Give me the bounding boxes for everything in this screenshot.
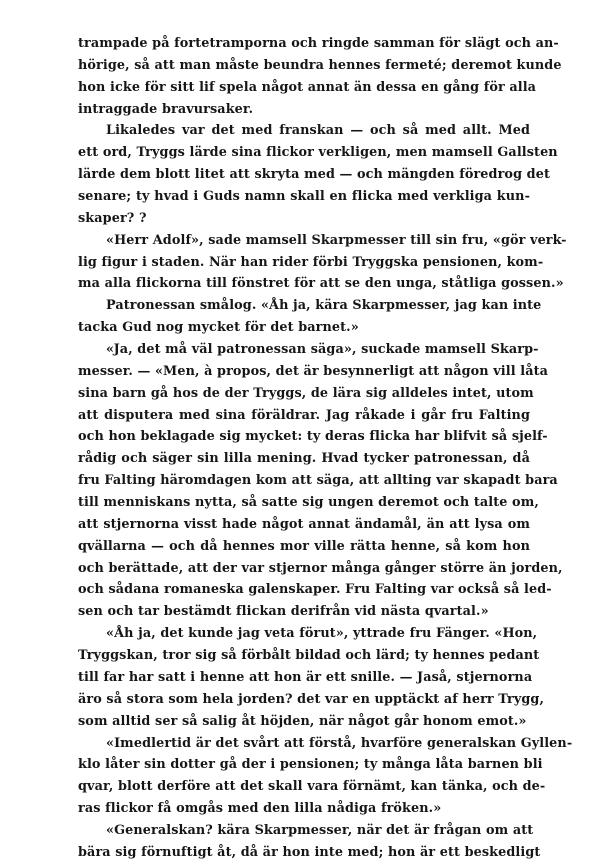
text-line: att stjernorna visst hade något annat ändamål, än att lysa om <box>78 516 530 532</box>
text-line: «Ja, det må väl patronessan säga», suckade mamsell Skarp- <box>106 342 539 358</box>
paragraph <box>78 230 567 296</box>
text-line: qvar, blott derföre att det skall vara förnämt, kan tänka, och de- <box>78 779 546 795</box>
text-line: skaper? ? <box>78 210 147 226</box>
text-line: Patronessan smålog. «Åh ja, kära Skarpmesser, jag kan inte <box>106 298 542 314</box>
body-text <box>78 33 573 864</box>
text-line: och hon beklagade sig mycket: ty deras flicka har blifvit så sjelf- <box>78 429 548 445</box>
paragraph <box>78 33 562 120</box>
text-line: och berättade, att der var stjernor många gånger större än jorden, <box>78 560 563 576</box>
text-line: hon icke för sitt lif spela något annat än dessa en gång för alla <box>78 79 537 95</box>
text-line: sen och tar bestämdt flickan derifrån vid nästa qvartal.» <box>78 604 489 620</box>
text-line: lig figur i staden. När han rider förbi Tryggska pensionen, kom- <box>78 254 544 270</box>
text-line: senare; ty hvad i Guds namn skall en flicka med verkliga kun- <box>78 189 530 205</box>
text-line: ett ord, Tryggs lärde sina flickor verkligen, men mamsell Gallsten <box>78 145 558 161</box>
text-line: ma alla flickorna till fönstret för att se den unga, ståtliga gossen.» <box>78 276 564 292</box>
paragraph <box>78 623 545 732</box>
text-line: fru Falting häromdagen kom att säga, att allting var skapadt bara <box>78 473 558 489</box>
text-line: messer. — «Men, à propos, det är besynnerligt att någon vill låta <box>78 363 548 379</box>
text-line: till far har satt i henne att hon är ett snille. — Jaså, stjernorna <box>78 669 533 685</box>
text-line: äro så stora som hela jorden? det var en upptäckt af herr Trygg, <box>78 691 545 707</box>
text-line: hörige, så att man måste beundra hennes fermeté; deremot kunde <box>78 57 562 73</box>
text-line: «Imedlertid är det svårt att förstå, hvarföre generalskan Gyllen- <box>106 735 573 751</box>
paragraph <box>78 820 541 864</box>
paragraph <box>78 339 563 623</box>
text-line: rådig och säger sin lilla mening. Hvad tycker patronessan, då <box>78 451 530 467</box>
text-line: «Åh ja, det kunde jag veta förut», yttrade fru Fänger. «Hon, <box>106 626 538 642</box>
text-line: lärde dem blott litet att skryta med — och mängden föredrog det <box>78 167 550 183</box>
text-line: att disputera med sina föräldrar. Jag råkade i går fru Falting <box>78 407 530 423</box>
text-line: qvällarna — och då hennes mor ville rätta henne, så kom hon <box>78 538 530 554</box>
text-line: Likaledes var det med franskan — och så med allt. Med <box>106 123 530 139</box>
paragraph <box>78 733 573 820</box>
text-line: till menniskans nytta, så satte sig ungen deremot och talte om, <box>78 495 539 511</box>
text-line: «Generalskan? kära Skarpmesser, när det är frågan om att <box>106 822 534 838</box>
text-line: som alltid ser så salig åt höjden, när något går honom emot.» <box>78 713 527 729</box>
text-line: sina barn gå hos de der Tryggs, de lära sig alldeles intet, utom <box>78 385 534 401</box>
text-line: Tryggskan, tror sig så förbålt bildad och lärd; ty hennes pedant <box>78 648 540 664</box>
text-line: och sådana romaneska galenskaper. Fru Falting var också så led- <box>78 582 552 598</box>
paragraph <box>78 120 558 229</box>
paragraph <box>78 295 542 339</box>
text-line: klo låter sin dotter gå der i pensionen; ty många låta barnen bli <box>78 757 543 773</box>
text-line: bära sig förnuftigt åt, då är hon inte med; hon är ett beskedligt <box>78 844 541 860</box>
text-line: intraggade bravursaker. <box>78 101 254 117</box>
text-line: ras flickor få omgås med den lilla nådiga fröken.» <box>78 801 442 817</box>
text-line: tacka Gud nog mycket för det barnet.» <box>78 320 359 336</box>
text-line: «Herr Adolf», sade mamsell Skarpmesser till sin fru, «gör verk- <box>106 232 567 248</box>
text-line: trampade på fortetramporna och ringde samman för slägt och an- <box>78 36 559 51</box>
